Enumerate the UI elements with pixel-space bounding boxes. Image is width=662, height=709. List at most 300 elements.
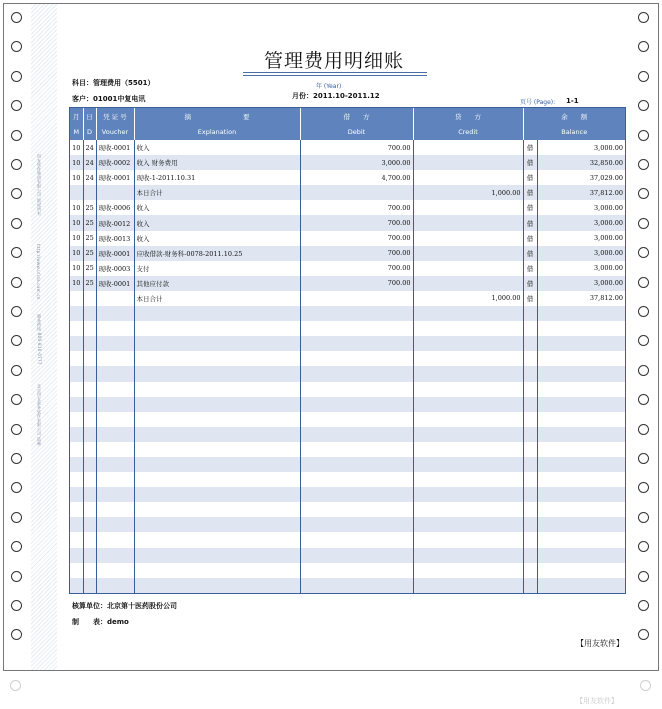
cell-direction xyxy=(523,366,537,381)
cell-debit xyxy=(300,366,413,381)
month-range-label: 月份：2011.10-2011.12 xyxy=(292,92,380,100)
cell-voucher: 现收-0002 xyxy=(96,155,134,170)
feed-hole xyxy=(11,394,22,405)
cell-month xyxy=(70,563,83,578)
cell-explanation xyxy=(134,472,300,487)
cell-direction: 借 xyxy=(523,215,537,230)
cell-day xyxy=(83,427,96,442)
cell-day: 25 xyxy=(83,200,96,215)
cell-direction: 借 xyxy=(523,291,537,306)
feed-hole xyxy=(11,629,22,640)
cell-direction: 借 xyxy=(523,231,537,246)
cell-balance: 32,850.00 xyxy=(537,155,625,170)
cell-credit xyxy=(413,336,523,351)
cell-explanation: 本日合计 xyxy=(134,185,300,200)
header-row-en xyxy=(70,124,625,140)
ghost-brand-label: 【用友软件】 xyxy=(576,697,618,705)
cell-explanation xyxy=(134,457,300,472)
cell-day xyxy=(83,321,96,336)
cell-voucher xyxy=(96,382,134,397)
cell-credit xyxy=(413,472,523,487)
cell-day xyxy=(83,532,96,547)
cell-month xyxy=(70,382,83,397)
table-row xyxy=(70,155,625,170)
cell-voucher xyxy=(96,563,134,578)
cell-direction xyxy=(523,351,537,366)
cell-direction xyxy=(523,306,537,321)
cell-voucher xyxy=(96,185,134,200)
feed-hole xyxy=(638,600,649,611)
feed-hole xyxy=(638,394,649,405)
cell-credit xyxy=(413,215,523,230)
col-balance-header-en: Balance xyxy=(523,124,625,140)
cell-explanation xyxy=(134,382,300,397)
cell-balance xyxy=(537,427,625,442)
feed-hole xyxy=(638,130,649,141)
cell-direction: 借 xyxy=(523,140,537,155)
feed-hole xyxy=(11,512,22,523)
empty-table-row xyxy=(70,457,625,472)
brand-label: 【用友软件】 xyxy=(576,639,624,648)
cell-direction xyxy=(523,578,537,593)
cell-voucher xyxy=(96,291,134,306)
cell-month: 10 xyxy=(72,264,81,273)
feed-hole xyxy=(638,247,649,258)
cell-month xyxy=(70,578,83,593)
cell-credit xyxy=(413,442,523,457)
cell-explanation xyxy=(134,487,300,502)
cell-debit xyxy=(300,532,413,547)
cell-month: 10 xyxy=(70,155,83,170)
cell-explanation: 应收借款-财务科-0078-2011.10.25 xyxy=(134,246,300,261)
cell-explanation xyxy=(134,548,300,563)
cell-debit: 700.00 xyxy=(300,231,413,246)
feed-hole xyxy=(638,306,649,317)
cell-explanation xyxy=(134,517,300,532)
feed-hole xyxy=(638,12,649,23)
feed-hole xyxy=(11,571,22,582)
cell-explanation xyxy=(134,502,300,517)
cell-voucher xyxy=(96,442,134,457)
cell-credit xyxy=(413,155,523,170)
col-debit-header-en: Debit xyxy=(300,124,413,140)
cell-month: 10 xyxy=(72,143,81,152)
cell-credit xyxy=(413,517,523,532)
cell-credit xyxy=(413,140,523,155)
cell-credit xyxy=(413,457,523,472)
cell-debit xyxy=(300,442,413,457)
cell-month: 10 xyxy=(70,246,83,261)
cell-explanation xyxy=(134,397,300,412)
year-label: 年 (Year) xyxy=(316,83,342,90)
cell-balance: 3,000.00 xyxy=(537,276,625,291)
cell-voucher xyxy=(96,306,134,321)
cell-month xyxy=(70,487,83,502)
cell-balance xyxy=(537,517,625,532)
cell-day xyxy=(83,548,96,563)
cell-balance: 3,000.00 xyxy=(537,246,625,261)
cell-debit xyxy=(300,487,413,502)
cell-day xyxy=(83,412,96,427)
feed-hole xyxy=(11,159,22,170)
cell-month xyxy=(70,291,83,306)
feed-hole xyxy=(11,188,22,199)
cell-voucher xyxy=(96,397,134,412)
cell-debit xyxy=(300,548,413,563)
feed-hole xyxy=(11,12,22,23)
feed-hole xyxy=(638,71,649,82)
cell-debit: 700.00 xyxy=(300,261,413,276)
page-label: 页号 (Page): xyxy=(520,99,556,106)
header-row-cn xyxy=(70,108,625,124)
cell-explanation: 现收-1-2011.10.31 xyxy=(134,170,300,185)
table-row xyxy=(70,231,625,246)
feed-hole xyxy=(638,453,649,464)
cell-day: 24 xyxy=(83,170,96,185)
cell-credit xyxy=(413,487,523,502)
cell-day: 24 xyxy=(83,155,96,170)
ledger-title: 管理费用明细账 xyxy=(263,50,404,72)
cell-direction xyxy=(523,548,537,563)
cell-day xyxy=(83,336,96,351)
empty-table-row xyxy=(70,487,625,502)
col-credit-header: 贷 方 xyxy=(413,108,523,124)
cell-credit xyxy=(413,548,523,563)
table-row xyxy=(70,261,625,276)
feed-hole xyxy=(638,277,649,288)
feed-hole xyxy=(638,541,649,552)
cell-debit xyxy=(300,502,413,517)
customer-label: 客户：01001中复电讯 xyxy=(72,95,146,103)
cell-direction xyxy=(523,321,537,336)
cell-debit xyxy=(300,397,413,412)
cell-debit: 700.00 xyxy=(300,276,413,291)
cell-debit xyxy=(300,382,413,397)
cell-debit: 4,700.00 xyxy=(300,170,413,185)
col-credit-header-en: Credit xyxy=(413,124,523,140)
cell-credit xyxy=(413,170,523,185)
cell-voucher xyxy=(96,412,134,427)
table-row xyxy=(70,246,625,261)
feed-hole xyxy=(638,571,649,582)
feed-hole xyxy=(638,629,649,640)
cell-day xyxy=(83,487,96,502)
cell-explanation: 收入 xyxy=(134,215,300,230)
cell-balance xyxy=(537,397,625,412)
cell-direction: 借 xyxy=(523,200,537,215)
cell-credit xyxy=(413,532,523,547)
cell-credit xyxy=(413,200,523,215)
cell-day xyxy=(83,366,96,381)
empty-table-row xyxy=(70,532,625,547)
cell-explanation xyxy=(134,366,300,381)
cell-explanation: 收入 xyxy=(134,140,300,155)
cell-balance xyxy=(537,487,625,502)
feed-hole xyxy=(11,247,22,258)
cell-balance xyxy=(537,351,625,366)
cell-balance xyxy=(537,442,625,457)
cell-day xyxy=(83,442,96,457)
cell-day xyxy=(83,382,96,397)
empty-table-row xyxy=(70,472,625,487)
col-explanation-header-en: Explanation xyxy=(134,124,300,140)
feed-hole xyxy=(11,482,22,493)
cell-balance xyxy=(537,457,625,472)
cell-explanation xyxy=(134,442,300,457)
cell-balance xyxy=(537,563,625,578)
cell-debit xyxy=(300,321,413,336)
cell-direction xyxy=(523,563,537,578)
col-debit-header: 借 方 xyxy=(300,108,413,124)
feed-hole xyxy=(11,335,22,346)
cell-debit xyxy=(300,185,413,200)
cell-explanation xyxy=(134,532,300,547)
cell-credit xyxy=(413,427,523,442)
cell-balance xyxy=(537,502,625,517)
empty-table-row xyxy=(70,397,625,412)
cell-credit xyxy=(413,397,523,412)
cell-balance xyxy=(537,382,625,397)
feed-hole xyxy=(638,100,649,111)
cell-balance: 37,812.00 xyxy=(537,291,625,306)
cell-balance: 3,000.00 xyxy=(537,140,625,155)
left-feed-strip xyxy=(4,4,31,670)
cell-debit xyxy=(300,563,413,578)
cell-day xyxy=(83,578,96,593)
cell-direction xyxy=(523,442,537,457)
cell-month xyxy=(70,306,83,321)
subject-label: 科目：管理费用（5501） xyxy=(72,79,155,87)
cell-balance xyxy=(537,548,625,563)
cell-direction xyxy=(523,487,537,502)
cell-direction: 借 xyxy=(523,246,537,261)
feed-hole xyxy=(638,159,649,170)
empty-table-row xyxy=(70,382,625,397)
cell-explanation xyxy=(134,351,300,366)
feed-hole xyxy=(638,188,649,199)
cell-voucher xyxy=(96,351,134,366)
empty-table-row xyxy=(70,563,625,578)
cell-voucher: 现收-0013 xyxy=(96,231,134,246)
cell-month xyxy=(70,351,83,366)
table-row xyxy=(70,185,625,200)
feed-hole xyxy=(11,306,22,317)
cell-explanation xyxy=(134,412,300,427)
cell-debit: 700.00 xyxy=(300,200,413,215)
cell-direction xyxy=(523,502,537,517)
cell-voucher xyxy=(96,487,134,502)
cell-month xyxy=(70,366,83,381)
cell-balance: 37,029.00 xyxy=(537,170,625,185)
cell-balance: 37,812.00 xyxy=(537,185,625,200)
cell-month xyxy=(70,412,83,427)
cell-voucher xyxy=(96,472,134,487)
cell-month xyxy=(70,442,83,457)
cell-direction xyxy=(523,427,537,442)
feed-hole xyxy=(11,365,22,376)
cell-balance xyxy=(537,578,625,593)
cell-balance xyxy=(537,306,625,321)
cell-balance: 3,000.00 xyxy=(537,215,625,230)
cell-month xyxy=(70,397,83,412)
empty-table-row xyxy=(70,306,625,321)
cell-voucher: 现收-0006 xyxy=(96,200,134,215)
cell-credit xyxy=(413,231,523,246)
cell-credit xyxy=(413,246,523,261)
cell-credit xyxy=(413,276,523,291)
table-row xyxy=(70,170,625,185)
cell-explanation: 收入 xyxy=(134,200,300,215)
cell-explanation xyxy=(134,306,300,321)
cell-balance xyxy=(537,532,625,547)
cell-credit xyxy=(413,351,523,366)
feed-hole xyxy=(638,512,649,523)
cell-day xyxy=(83,291,96,306)
cell-voucher xyxy=(96,548,134,563)
cell-direction: 借 xyxy=(523,261,537,276)
cell-credit: 1,000.00 xyxy=(413,185,523,200)
col-day-header: 日 xyxy=(83,108,96,124)
right-feed-strip xyxy=(631,4,658,670)
col-day-header-en: D xyxy=(83,124,96,140)
feed-hole xyxy=(638,365,649,376)
feed-hole xyxy=(11,130,22,141)
cell-day xyxy=(83,563,96,578)
col-month-header: 月 xyxy=(70,108,83,124)
cell-day: 24 xyxy=(83,140,96,155)
feed-hole xyxy=(11,277,22,288)
feed-hole xyxy=(11,41,22,52)
cell-explanation xyxy=(134,427,300,442)
empty-table-row xyxy=(70,442,625,457)
cell-credit xyxy=(413,502,523,517)
cell-voucher xyxy=(96,457,134,472)
cell-voucher: 现收-0012 xyxy=(96,215,134,230)
accounting-unit: 核算单位：北京第十医药股份公司 xyxy=(72,602,177,610)
cell-debit xyxy=(300,336,413,351)
cell-debit xyxy=(300,472,413,487)
col-explanation-header: 摘 要 xyxy=(134,108,300,124)
cell-balance: 3,000.00 xyxy=(537,261,625,276)
feed-hole xyxy=(11,600,22,611)
feed-hole xyxy=(638,424,649,435)
empty-table-row xyxy=(70,412,625,427)
cell-explanation xyxy=(134,578,300,593)
cell-day: 25 xyxy=(83,261,96,276)
table-row xyxy=(70,291,625,306)
left-hatch-strip xyxy=(31,4,57,670)
cell-month xyxy=(70,502,83,517)
cell-direction xyxy=(523,412,537,427)
cell-voucher xyxy=(96,321,134,336)
title-underline xyxy=(243,72,427,73)
title-underline xyxy=(243,75,427,76)
cell-credit xyxy=(413,382,523,397)
cell-day xyxy=(83,351,96,366)
cell-day xyxy=(83,185,96,200)
cell-balance xyxy=(537,472,625,487)
cell-direction: 借 xyxy=(523,185,537,200)
cell-month xyxy=(70,185,83,200)
cell-debit: 700.00 xyxy=(300,246,413,261)
cell-explanation: 收入 xyxy=(134,231,300,246)
table-row xyxy=(70,215,625,230)
cell-direction xyxy=(523,457,537,472)
ledger-table xyxy=(69,107,626,594)
cell-balance xyxy=(537,412,625,427)
cell-day xyxy=(83,457,96,472)
side-print-text: http://www.ufida.com.cn xyxy=(36,244,41,300)
cell-direction xyxy=(523,532,537,547)
feed-hole xyxy=(11,71,22,82)
cell-voucher xyxy=(96,532,134,547)
cell-voucher: 现收-0001 xyxy=(96,140,134,155)
empty-table-row xyxy=(70,548,625,563)
cell-voucher xyxy=(96,502,134,517)
table-row xyxy=(70,140,625,155)
cell-debit: 3,000.00 xyxy=(300,155,413,170)
page-number: 1-1 xyxy=(566,97,579,105)
cell-debit xyxy=(300,306,413,321)
empty-table-row xyxy=(70,427,625,442)
cell-explanation: 支付 xyxy=(134,261,300,276)
cell-balance xyxy=(537,336,625,351)
cell-month xyxy=(70,427,83,442)
cell-month: 10 xyxy=(70,276,83,291)
cell-month xyxy=(70,457,83,472)
cell-direction xyxy=(523,517,537,532)
feed-hole xyxy=(638,482,649,493)
cell-voucher: 现收-0001 xyxy=(96,246,134,261)
cell-direction: 借 xyxy=(523,276,537,291)
cell-voucher xyxy=(96,366,134,381)
empty-table-row xyxy=(70,351,625,366)
cell-month xyxy=(70,548,83,563)
cell-debit xyxy=(300,457,413,472)
cell-month: 10 xyxy=(72,203,81,212)
cell-voucher xyxy=(96,336,134,351)
cell-balance xyxy=(537,366,625,381)
cell-day xyxy=(83,502,96,517)
cell-month xyxy=(70,472,83,487)
cell-credit xyxy=(413,306,523,321)
cell-debit xyxy=(300,427,413,442)
cell-voucher xyxy=(96,517,134,532)
empty-table-row xyxy=(70,578,625,593)
cell-explanation: 其他应付款 xyxy=(134,276,300,291)
cell-debit: 700.00 xyxy=(300,215,413,230)
cell-debit xyxy=(300,291,413,306)
cell-day: 25 xyxy=(83,276,96,291)
cell-month: 10 xyxy=(70,215,83,230)
feed-hole xyxy=(11,541,22,552)
cell-month xyxy=(70,321,83,336)
cell-credit xyxy=(413,261,523,276)
cell-debit xyxy=(300,517,413,532)
cell-balance xyxy=(537,321,625,336)
cell-explanation: 本日合计 xyxy=(134,291,300,306)
col-balance-header: 余 额 xyxy=(523,108,625,124)
cell-direction: 借 xyxy=(523,155,537,170)
cell-explanation xyxy=(134,336,300,351)
feed-hole xyxy=(11,218,22,229)
table-row xyxy=(70,276,625,291)
cell-voucher: 现收-0001 xyxy=(96,276,134,291)
cell-month: 10 xyxy=(72,173,81,182)
feed-hole xyxy=(11,424,22,435)
cell-direction xyxy=(523,382,537,397)
feed-hole xyxy=(638,41,649,52)
